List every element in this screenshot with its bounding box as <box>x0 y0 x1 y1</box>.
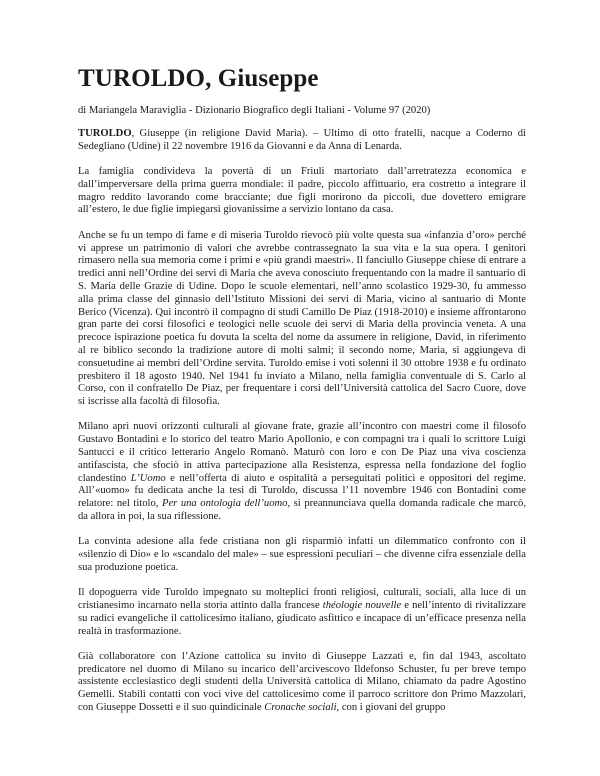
article-byline: di Mariangela Maraviglia - Dizionario Biografico degli Italiani - Volume 97 (2020) <box>78 105 431 116</box>
theologie-nouvelle: théologie nouvelle <box>322 600 402 611</box>
paragraph-postwar <box>78 587 526 638</box>
milan-text-1: Milano aprì nuovi orizzonti culturali al giovane frate, grazie all’incontro con maestri come il filosofo Gustavo Bontadini e lo storico del teatro Mario Apollonio, e con compagni tra i quali lo scrittore Luigi Santucci e il critico letterario Angelo Romanò. Maturò con loro e con De Piaz una viva coscienza antifascista, che sfociò in attiva partecipazione alla Resistenza, espressa nella fondazione del foglio clandestino <box>78 421 526 484</box>
cronache-sociali: Cronache sociali <box>264 702 337 714</box>
paragraph-collaboration <box>78 651 526 715</box>
paragraph-faith: La convinta adesione alla fede cristiana non gli risparmiò infatti un dilemmatico confronto con il «silenzio di Dio» e lo «scandalo del male» – sue espressioni peculiari – che divenne cifra essenziale della sua produzione poetica. <box>78 536 526 573</box>
paragraph-milan <box>78 421 526 523</box>
article-body <box>78 128 526 727</box>
collab-text-1: Già collaboratore con l’Azione cattolica su invito di Giuseppe Lazzati e, fin dal 1943, ascoltato predicatore nel duomo di Milano su incarico dell’arcivescovo Ildefonso Schuster, fu per breve tempo assistente ecclesiastico degli studenti della Università cattolica di Milano, chiamato da padre Agostino Gemelli. Stabilì contatti con voci vive del cattolicesimo come il parroco scrittore don Primo Mazzolari, con Giuseppe Dossetti e il suo quindicinale <box>78 650 526 714</box>
postwar-text-1: Il dopoguerra vide Turoldo impegnato su molteplici fronti religiosi, culturali, sociali, alla luce di un cristianesimo incarnato nella storia attinto dalla francese <box>78 587 526 611</box>
paragraph-family: La famiglia condivideva la povertà di un Friuli martoriato dall’arretratezza economica e dall’imperversare della prima guerra mondiale: il padre, piccolo affittuario, era costretto a integrare il magro reddito lavorando come bracciante; due figli morirono da piccoli, due dovettero emigrare all’estero, le due figlie impiegarsi giovanissime a servizio lontano da casa. <box>78 166 526 216</box>
entry-name: TUROLDO <box>78 128 132 139</box>
paragraph-childhood: Anche se fu un tempo di fame e di miseria Turoldo rievocò più volte questa sua «infanzia d’oro» perché vi apprese un patrimonio di valori che avrebbe contrassegnato la sua vita e la sua opera. I genitori rimasero nella sua memoria come i primi e «più grandi maestri». Il fanciullo Giuseppe chiese di entrare a tredici anni nell’Ordine dei servi di Maria che aveva conosciuto frequentando con la madre il santuario di S. Maria delle Grazie di Udine. Dopo le scuole elementari, nell’anno scolastico 1929-30, fu ammesso alla prima classe del ginnasio dell’Istituto Missioni dei servi di Maria, vicino al santuario di Monte Berico (Vicenza). Qui incontrò il compagno di studi Camillo De Piaz (1918-2010) e insieme affrontarono gran parte dei corsi filosofici e teologici nelle scuole dei servi di Maria della provincia veneta. A una precoce ispirazione poetica fu dovuta la scelta del nome da assumere in religione, David, in riferimento al re biblico secondo la tradizione autore di molti salmi; il secondo nome, Maria, si aggiungeva di consuetudine ai membri dell’Ordine servita. Turoldo emise i voti solenni il 30 ottobre 1938 e fu ordinato presbitero il 18 agosto 1940. Nel 1941 fu inviato a Milano, nella famiglia conventuale di S. Carlo al Corso, con il confratello De Piaz, per frequentare i corsi dell’Università cattolica del Sacro Cuore, dove si iscrisse alla facoltà di filosofia. <box>78 229 526 408</box>
milan-text-2: e nell’offerta di aiuto e ospitalità a perseguitati politici e oppositori del regime. All’«uomo» fu dedicata anche la tesi di Turoldo, discussa l’11 novembre 1946 con Bontadini come relatore: nel titolo, <box>78 472 526 510</box>
thesis-title: Per una ontologia dell’uomo <box>161 498 288 510</box>
journal-title-luomo: L’Uomo <box>130 472 166 484</box>
collab-text-2: , con i giovani del gruppo <box>336 702 446 714</box>
postwar-text-2: e nell’intento di rivitalizzare su radici evangeliche il cattolicesimo italiano, giudicato asfittico e incapace di un’efficace presenza nella realtà in trasformazione. <box>78 600 527 637</box>
milan-text-3: , si preannunciava quella domanda radicale che marcò, da allora in poi, la sua riflessione. <box>78 498 526 523</box>
paragraph-intro <box>78 128 526 154</box>
page-title: TUROLDO, Giuseppe <box>78 65 319 92</box>
intro-text: , Giuseppe (in religione David Maria). – Ultimo di otto fratelli, nacque a Coderno di Sedegliano (Udine) il 22 novembre 1916 da Giovanni e da Anna di Lenarda. <box>78 128 526 152</box>
